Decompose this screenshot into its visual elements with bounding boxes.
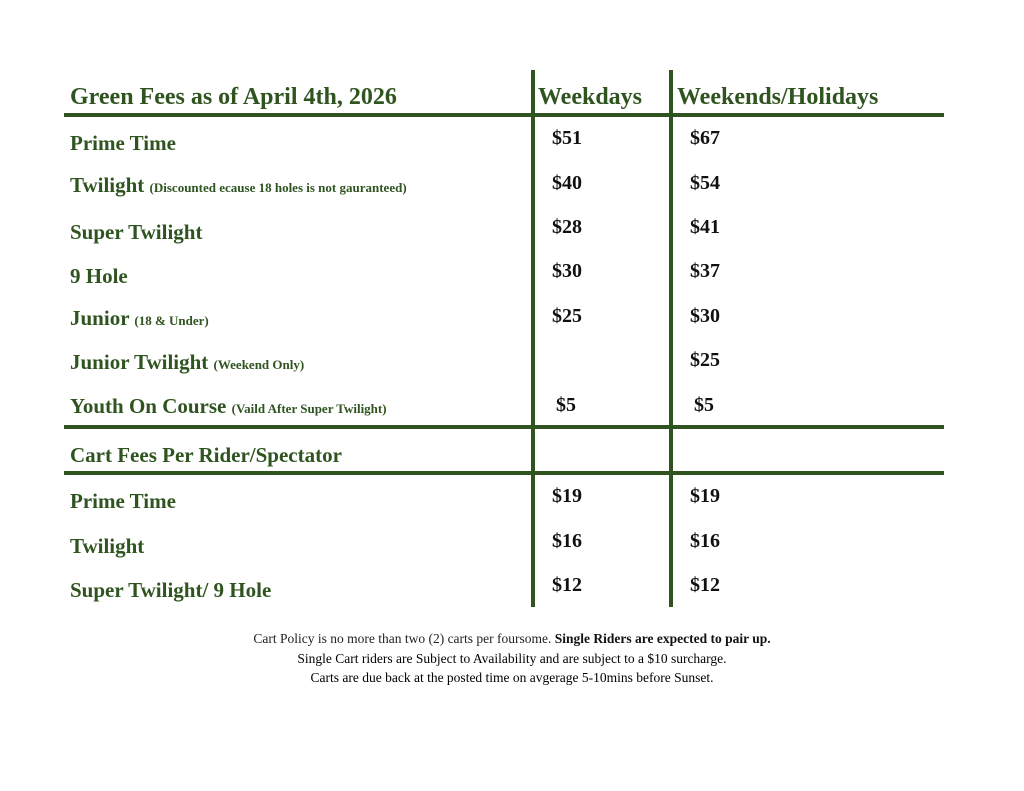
fee-label-super-twilight: Super Twilight bbox=[70, 220, 203, 244]
cart-fees-title: Cart Fees Per Rider/Spectator bbox=[70, 443, 342, 467]
page-title: Green Fees as of April 4th, 2026 bbox=[70, 84, 397, 110]
rule-cart-header bbox=[64, 471, 944, 475]
rule-green-fees-end bbox=[64, 425, 944, 429]
cart-weekend-twilight: $16 bbox=[690, 530, 720, 552]
fee-weekend-9-hole: $37 bbox=[690, 260, 720, 282]
single-cart-surcharge-note: Single Cart riders are Subject to Availability and are subject to a $10 surcharge. bbox=[297, 651, 727, 666]
cart-return-note: Carts are due back at the posted time on avgerage 5-10mins before Sunset. bbox=[310, 670, 714, 685]
fee-weekday-junior: $25 bbox=[552, 305, 582, 327]
fee-note-junior-twilight: (Weekend Only) bbox=[213, 357, 305, 372]
divider-weekends bbox=[669, 70, 673, 607]
cart-weekend-prime-time: $19 bbox=[690, 485, 720, 507]
single-riders-note: Single Riders are expected to pair up. bbox=[554, 631, 771, 646]
divider-weekdays bbox=[531, 70, 535, 607]
fee-label-junior-twilight: Junior Twilight (Weekend Only) bbox=[70, 350, 305, 374]
fee-label-9-hole: 9 Hole bbox=[70, 264, 128, 288]
cart-weekday-super-twilight-9-hole: $12 bbox=[552, 574, 582, 596]
cart-policy-line-1 bbox=[0, 631, 1024, 647]
cart-policy-text: Cart Policy is no more than two (2) carts per foursome. bbox=[253, 631, 552, 646]
fee-label-twilight: Twilight (Discounted ecause 18 holes is not gauranteed) bbox=[70, 173, 407, 197]
cart-weekday-twilight: $16 bbox=[552, 530, 582, 552]
fee-weekday-prime-time: $51 bbox=[552, 127, 582, 149]
cart-weekday-prime-time: $19 bbox=[552, 485, 582, 507]
cart-label-super-twilight-9-hole: Super Twilight/ 9 Hole bbox=[70, 578, 272, 602]
cart-label-prime-time: Prime Time bbox=[70, 489, 176, 513]
rule-header bbox=[64, 113, 944, 117]
fee-weekend-junior: $30 bbox=[690, 305, 720, 327]
fee-weekday-youth-on-course: $5 bbox=[556, 394, 576, 416]
fee-weekday-twilight: $40 bbox=[552, 172, 582, 194]
fee-weekend-prime-time: $67 bbox=[690, 127, 720, 149]
fee-label-prime-time: Prime Time bbox=[70, 131, 176, 155]
fee-note-junior: (18 & Under) bbox=[134, 313, 209, 328]
fee-weekend-twilight: $54 bbox=[690, 172, 720, 194]
fee-weekend-super-twilight: $41 bbox=[690, 216, 720, 238]
fee-weekday-9-hole: $30 bbox=[552, 260, 582, 282]
fee-weekday-super-twilight: $28 bbox=[552, 216, 582, 238]
fee-note-youth-on-course: (Vaild After Super Twilight) bbox=[231, 401, 387, 416]
cart-weekend-super-twilight-9-hole: $12 bbox=[690, 574, 720, 596]
column-header-weekends: Weekends/Holidays bbox=[677, 84, 879, 110]
fee-note-twilight: (Discounted ecause 18 holes is not gauranteed) bbox=[149, 180, 407, 195]
cart-label-twilight: Twilight bbox=[70, 534, 145, 558]
fee-weekend-youth-on-course: $5 bbox=[694, 394, 714, 416]
column-header-weekdays: Weekdays bbox=[538, 84, 643, 110]
fee-weekend-junior-twilight: $25 bbox=[690, 349, 720, 371]
fee-label-youth-on-course: Youth On Course (Vaild After Super Twilight) bbox=[70, 394, 387, 418]
fee-label-junior: Junior (18 & Under) bbox=[70, 306, 209, 330]
